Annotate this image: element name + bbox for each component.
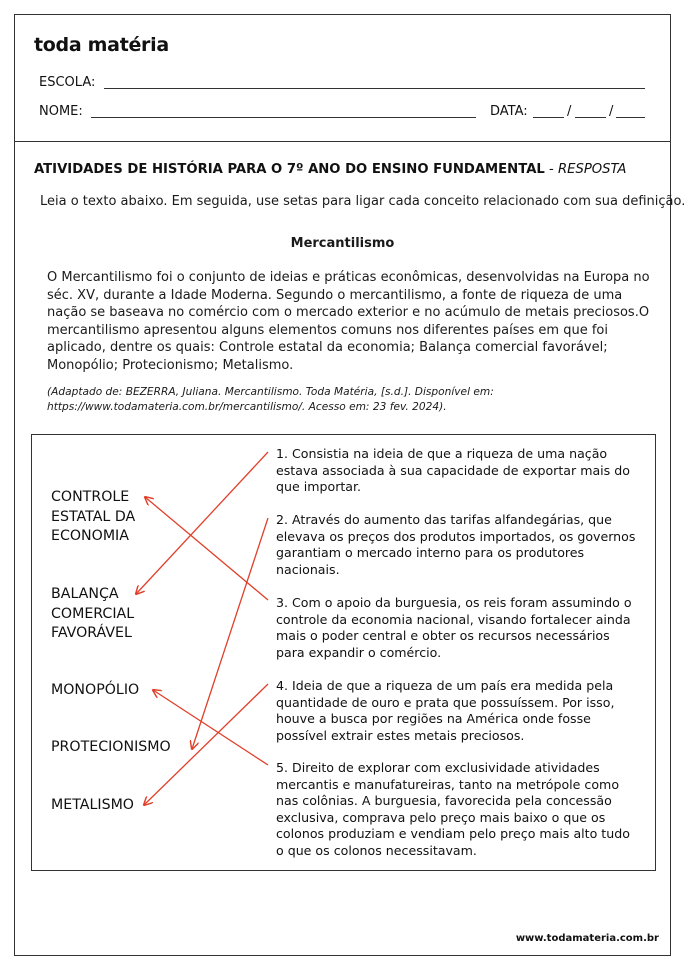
concept-monopolio[interactable]: MONOPÓLIO <box>51 682 140 698</box>
school-label: ESCOLA: <box>39 75 96 90</box>
date-label: DATA: <box>490 104 528 119</box>
definition-2[interactable]: 2. Através do aumento das tarifas alfandegárias, que elevava os preços dos produtos importados, os governos garantiam o mercado interno para os produtores nacionais. <box>276 512 636 577</box>
concept-balanca-comercial[interactable]: BALANÇA COMERCIAL FAVORÁVEL <box>51 586 135 641</box>
arrow-def2-to-protecionismo <box>192 518 268 749</box>
definition-4[interactable]: 4. Ideia de que a riqueza de um país era medida pela quantidade de ouro e prata que possuíssem. Por isso, houve a busca por regiões na América onde fosse possível extrair estes metais preciosos. <box>276 678 615 743</box>
arrow-def3-to-controle <box>145 497 268 600</box>
text-title: Mercantilismo <box>290 236 395 251</box>
concept-metalismo[interactable]: METALISMO <box>51 797 134 813</box>
name-label: NOME: <box>39 104 83 119</box>
title-suffix: RESPOSTA <box>557 162 627 177</box>
date-separator: / <box>567 104 572 119</box>
definition-1[interactable]: 1. Consistia na ideia de que a riqueza de uma nação estava associada à sua capacidade de exportar mais do que importar. <box>276 446 630 495</box>
text-paragraph: O Mercantilismo foi o conjunto de ideias e práticas econômicas, desenvolvidas na Europa no séc. XV, durante a Idade Moderna. Segundo o mercantilismo, a fonte de riqueza de uma nação se baseava no comércio com o mercado exterior e no acúmulo de metais preciosos.O mercantilismo apresentou alguns elementos comuns nos diferentes países em que foi aplicado, dentre os quais: Controle estatal da economia; Balança comercial favorável; Monopólio; Protecionismo; Metalismo. <box>47 270 650 373</box>
date-separator: / <box>609 104 614 119</box>
arrow-def4-to-metalismo <box>144 684 268 805</box>
definition-3[interactable]: 3. Com o apoio da burguesia, os reis foram assumindo o controle da economia nacional, visando fortalecer ainda mais o poder central e obter os recursos necessários para expandir o comércio. <box>276 595 632 660</box>
instruction: Leia o texto abaixo. Em seguida, use setas para ligar cada conceito relacionado com sua definição. <box>40 194 685 209</box>
title-dash: - <box>544 162 558 177</box>
concept-protecionismo[interactable]: PROTECIONISMO <box>51 739 171 755</box>
definition-5[interactable]: 5. Direito de explorar com exclusividade atividades mercantis e manufatureiras, tanto na metrópole como nas colônias. A burguesia, favorecida pela concessão exclusiva, comprava pelo preço mais baixo o que os colonos produziam e vendiam pelo preço mais alto tudo o que os colonos necessitavam. <box>276 760 630 858</box>
text-source: (Adaptado de: BEZERRA, Juliana. Mercantilismo. Toda Matéria, [s.d.]. Disponível em: https://www.todamateria.com.br/mercantilismo/. Acesso em: 23 fev. 2024). <box>47 386 494 413</box>
brand-logo: toda matéria <box>34 34 169 56</box>
title-main: ATIVIDADES DE HISTÓRIA PARA O 7º ANO DO ENSINO FUNDAMENTAL <box>34 162 545 177</box>
footer-url[interactable]: www.todamateria.com.br <box>515 933 659 944</box>
arrow-def1-to-balanca <box>136 452 268 594</box>
concept-controle-estatal[interactable]: CONTROLE ESTATAL DA ECONOMIA <box>51 489 136 544</box>
